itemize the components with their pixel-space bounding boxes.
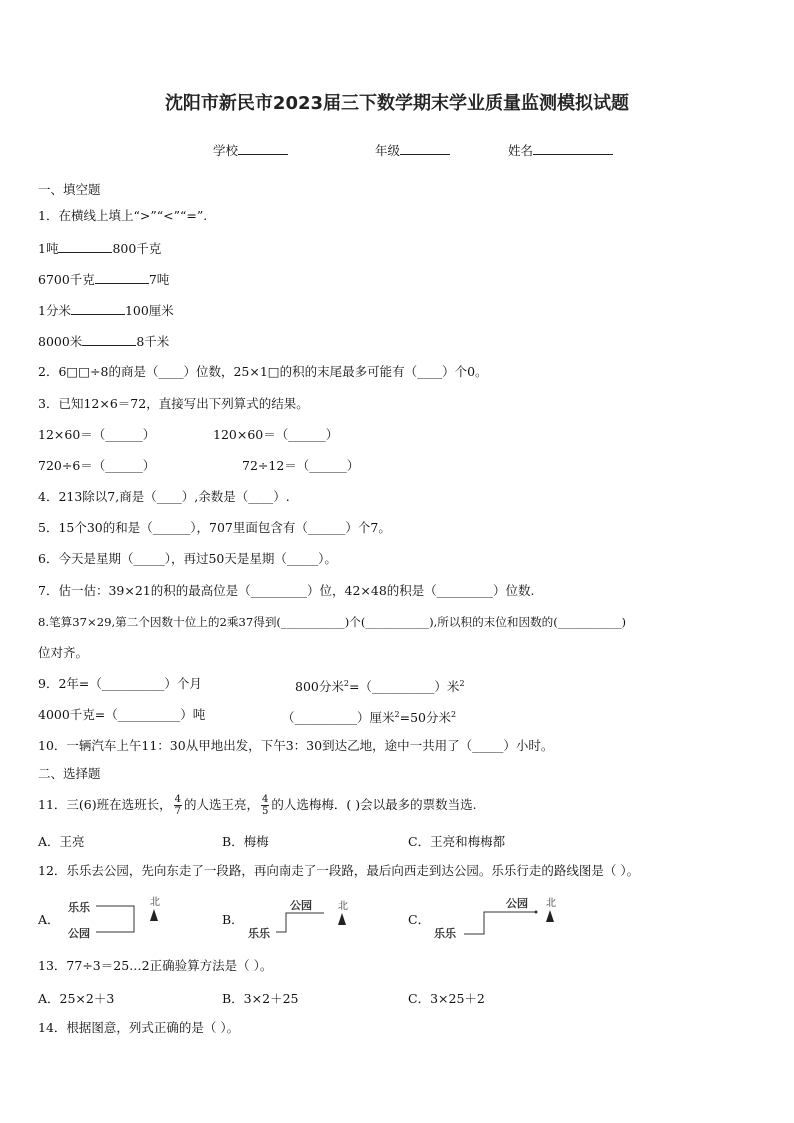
q3-item-c: 720÷6＝（______）: [38, 458, 156, 473]
q3-item-a: 12×60＝（______）: [38, 427, 156, 442]
north-arrow-icon: [150, 909, 158, 921]
q12-route-diagram-c: [432, 890, 564, 946]
label-lele: 乐乐: [68, 901, 90, 914]
q3-item-b: 120×60＝（______）: [213, 427, 339, 442]
q11-option-a[interactable]: A．王亮: [38, 834, 85, 849]
q11-option-b[interactable]: B．梅梅: [222, 834, 269, 849]
q2: 2．6□□÷8的商是（____）位数，25×1□的积的末尾最多可能有（____）个0。: [38, 364, 488, 379]
q11-option-c[interactable]: C．王亮和梅梅都: [408, 834, 506, 849]
north-arrow-icon: [338, 913, 346, 925]
q12-route-diagram-b: [246, 893, 362, 945]
label-park: 公园: [68, 927, 90, 940]
q12-option-a[interactable]: A．: [38, 912, 60, 927]
q7: 7．估一估：39×21的积的最高位是（_________）位，42×48的积是（_________）位数.: [38, 583, 535, 598]
school-field[interactable]: 学校: [213, 141, 288, 159]
grade-blank[interactable]: [400, 142, 450, 155]
route-path: [96, 906, 134, 932]
name-blank[interactable]: [533, 142, 613, 155]
route-path: [276, 913, 324, 932]
school-blank[interactable]: [238, 142, 288, 155]
q12-option-b[interactable]: B．: [222, 912, 244, 927]
section-heading-fill: 一、填空题: [38, 182, 101, 197]
q9-item-c: 4000千克=（__________）吨: [38, 707, 206, 722]
q5: 5．15个30的和是（______），707里面包含有（______）个7。: [38, 520, 391, 535]
q6: 6．今天是星期（_____），再过50天是星期（_____）。: [38, 551, 337, 566]
q13-stem: 13．77÷3＝25…2正确验算方法是（ ）。: [38, 958, 273, 973]
north-label: 北: [338, 901, 348, 912]
q13-option-b[interactable]: B．3×2＋25: [222, 991, 299, 1006]
q11-stem: 11．三(6)班在选班长， $\frac{4}{7}$ 的人选王亮， $\frac{4}{5}$ 的人选梅梅．( )会以最多的票数当选.: [38, 794, 477, 817]
label-lele: 乐乐: [248, 927, 270, 940]
north-label: 北: [546, 898, 556, 909]
q8-line-2: 位对齐。: [38, 645, 89, 660]
q10: 10．一辆汽车上午11：30从甲地出发，下午3：30到达乙地，途中一共用了（_____）小时。: [38, 738, 554, 753]
fraction-four-sevenths: $\frac{4}{7}$: [174, 794, 181, 817]
answer-blank[interactable]: [71, 302, 125, 315]
name-field[interactable]: 姓名: [508, 141, 613, 159]
fraction-four-fifths: $\frac{4}{5}$: [262, 794, 269, 817]
q1-stem: 1．在横线上填上“>”“<”“=”.: [38, 208, 208, 223]
q4: 4．213除以7,商是（____）,余数是（____）.: [38, 489, 290, 504]
q3-item-d: 72÷12＝（______）: [242, 458, 360, 473]
q13-option-a[interactable]: A．25×2＋3: [38, 991, 115, 1006]
q8-line-1: 8.笔算37×29,第二个因数十位上的2乘37得到(___________)个(___________),所以积的末位和因数的(___________): [38, 615, 627, 629]
q9-item-d: （__________）厘米$^2$=50分米$^2$: [282, 710, 457, 725]
q3-stem: 3．已知12×6＝72，直接写出下列算式的结果。: [38, 396, 309, 411]
answer-blank[interactable]: [82, 333, 136, 346]
q1-item-c: 1分米 100厘米: [38, 303, 174, 318]
section-heading-choice: 二、选择题: [38, 766, 101, 781]
north-label: 北: [150, 897, 160, 908]
q13-option-c[interactable]: C．3×25＋2: [408, 991, 485, 1006]
route-path: [464, 912, 536, 934]
q14-stem: 14．根据图意，列式正确的是（ ）。: [38, 1020, 240, 1035]
north-arrow-icon: [546, 910, 554, 922]
q12-stem: 12．乐乐去公园，先向东走了一段路，再向南走了一段路，最后向西走到达公园。乐乐行走的路线图是（ ）。: [38, 863, 640, 878]
label-park: 公园: [506, 897, 528, 910]
grade-field[interactable]: 年级: [375, 141, 450, 159]
label-park: 公园: [290, 899, 312, 912]
answer-blank[interactable]: [58, 240, 112, 253]
q1-item-d: 8000米 8千米: [38, 334, 170, 349]
route-dot: [535, 911, 538, 914]
q12-option-c[interactable]: C．: [408, 912, 431, 927]
answer-blank[interactable]: [95, 271, 149, 284]
page-title: 沈阳市新民市2023届三下数学期末学业质量监测模拟试题: [164, 93, 630, 114]
q12-route-diagram-a: [66, 893, 176, 945]
q9-item-a: 9．2年=（__________）个月: [38, 676, 202, 691]
label-lele: 乐乐: [434, 927, 456, 940]
q1-item-b: 6700千克 7吨: [38, 272, 170, 287]
q1-item-a: 1吨 800千克: [38, 241, 162, 256]
q9-item-b: 800分米$^2$=（__________）米$^2$: [295, 679, 465, 694]
